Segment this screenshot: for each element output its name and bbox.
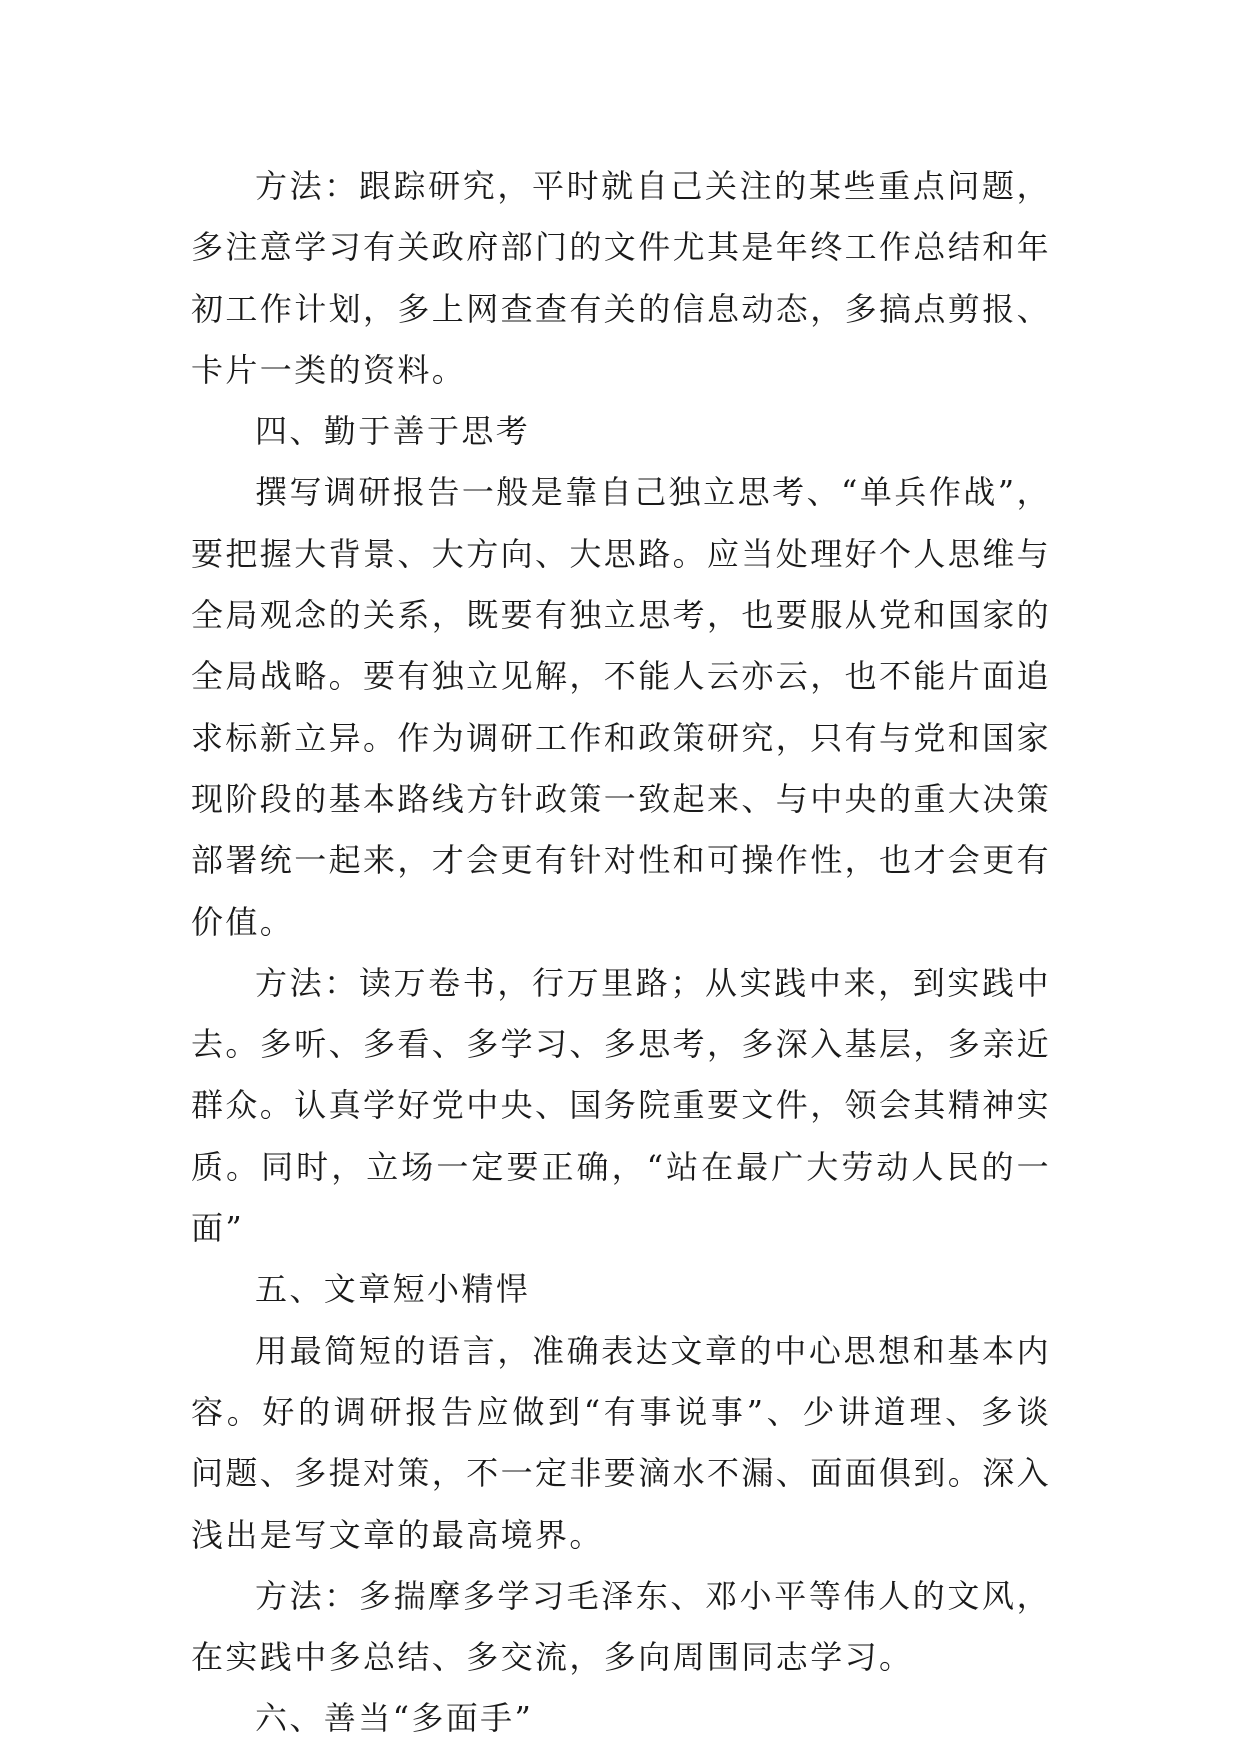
- section-heading-four: 四、勤于善于思考: [255, 412, 531, 451]
- paragraph-method-tracking: 方法：跟踪研究，平时就自己关注的某些重点问题，多注意学习有关政府部门的文件尤其是年终工作总结和年初工作计划，多上网查查有关的信息动态，多搞点剪报、卡片一类的资料。: [191, 167, 1052, 389]
- section-heading-five: 五、文章短小精悍: [255, 1270, 531, 1309]
- paragraph-method-reading: 方法：读万卷书，行万里路；从实践中来，到实践中去。多听、多看、多学习、多思考，多深入基层，多亲近群众。认真学好党中央、国务院重要文件，领会其精神实质。同时，立场一定要正确，“站在最广大劳动人民的一面”: [191, 963, 1052, 1248]
- section-heading-six: 六、善当“多面手”: [255, 1699, 534, 1738]
- document-body: [191, 156, 1051, 1750]
- paragraph-independent-thinking: 撰写调研报告一般是靠自己独立思考、“单兵作战”，要把握大背景、大方向、大思路。应当处理好个人思维与全局观念的关系，既要有独立思考，也要服从党和国家的全局战略。要有独立见解，不能人云亦云，也不能片面追求标新立异。作为调研工作和政策研究，只有与党和国家现阶段的基本路线方针政策一致起来、与中央的重大决策部署统一起来，才会更有针对性和可操作性，也才会更有价值。: [191, 473, 1052, 941]
- paragraph-method-style: 方法：多揣摩多学习毛泽东、邓小平等伟人的文风，在实践中多总结、多交流，多向周围同志学习。: [191, 1576, 1051, 1677]
- paragraph-concise-language: 用最简短的语言，准确表达文章的中心思想和基本内容。好的调研报告应做到“有事说事”、少讲道理、多谈问题、多提对策，不一定非要滴水不漏、面面俱到。深入浅出是写文章的最高境界。: [191, 1331, 1052, 1554]
